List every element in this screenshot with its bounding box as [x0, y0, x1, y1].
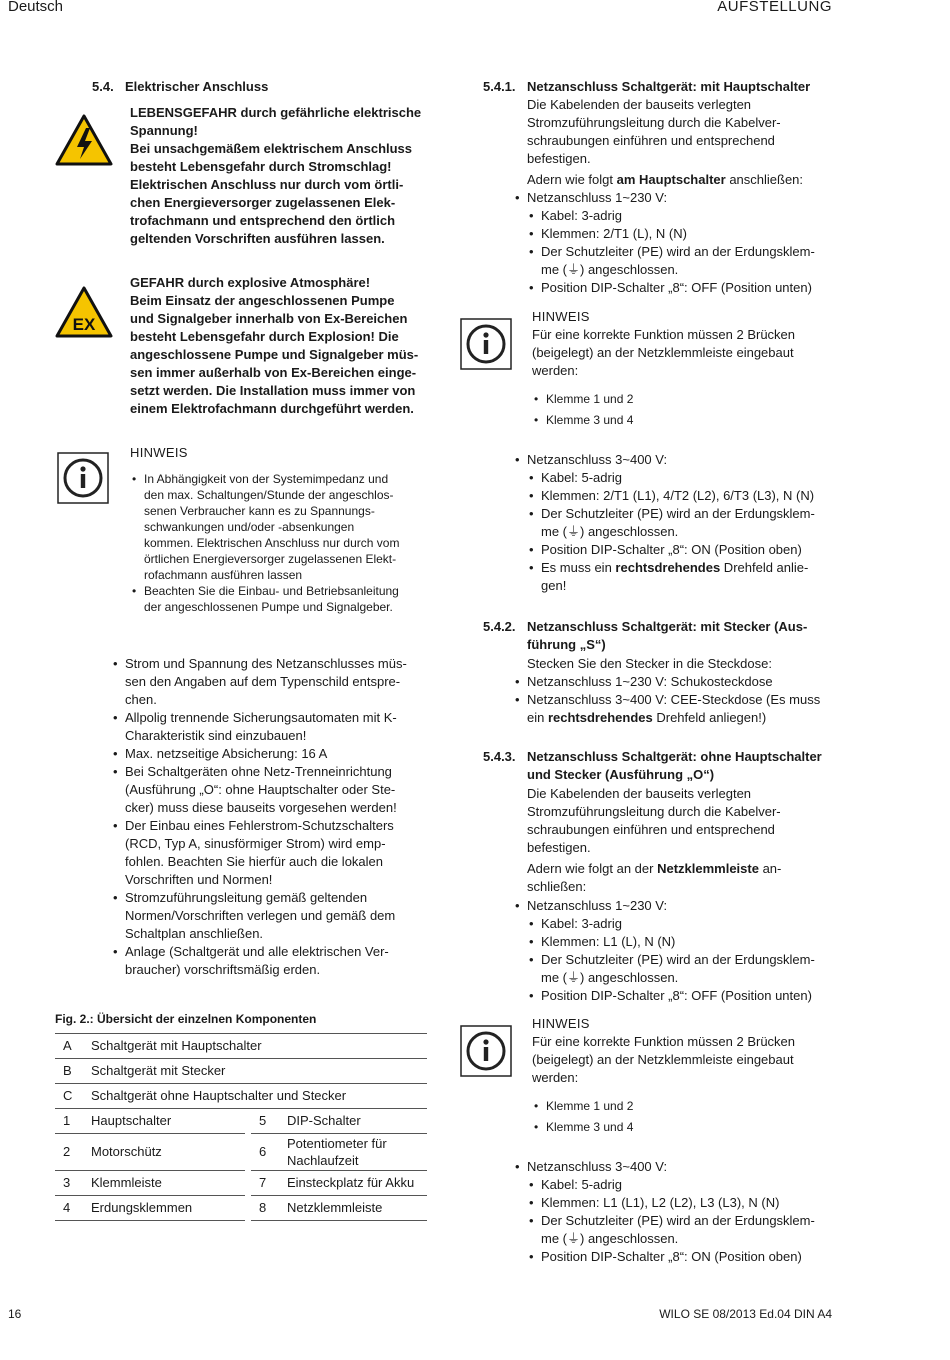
list-item: • Klemmen: L1 (L1), L2 (L2), L3 (L3), N (N) — [527, 1194, 815, 1212]
list-item: • Es muss ein rechtsdrehendes Drehfeld anlie- gen! — [527, 559, 815, 595]
section-5-4-3-heading: 5.4.3. Netzanschluss Schaltgerät: ohne Hauptschalter und Stecker (Ausführung „O“) — [483, 749, 822, 782]
list-item: • Position DIP-Schalter „8“: OFF (Position unten) — [527, 279, 815, 297]
list-item: • Kabel: 3-adrig — [527, 207, 815, 225]
list-item: • Kabel: 5-adrig — [527, 469, 815, 487]
section-5-4-2-heading: 5.4.2. Netzanschluss Schaltgerät: mit Stecker (Aus- führung „S“) — [483, 619, 808, 652]
section-5-4-1-intro — [527, 96, 781, 168]
text-line: schraubungen einführen und entsprechend — [527, 822, 775, 837]
warning-electrical-text — [130, 104, 421, 248]
list-item: • Der Schutzleiter (PE) wird an der Erdungsklem- me (⏚) angeschlossen. — [527, 951, 815, 987]
section-5-4-heading: 5.4. Elektrischer Anschluss — [92, 79, 269, 94]
section-5-4-1-single-phase: • Netzanschluss 1~230 V: • Kabel: 3-adrig • Klemmen: 2/T1 (L), N (N) • Der Schutzleiter (PE) wird an der Erdungsklem- me (⏚) angeschlossen. • Position DIP-Schalter „8“: OFF (Position unten) — [513, 189, 815, 297]
list-item: • Position DIP-Schalter „8“: OFF (Position unten) — [527, 987, 815, 1005]
electrical-hazard-icon — [55, 114, 113, 166]
text-line: Für eine korrekte Funktion müssen 2 Brücken — [532, 1034, 796, 1049]
text-line: Die Kabelenden der bauseits verlegten — [527, 97, 752, 112]
list-item: • Der Schutzleiter (PE) wird an der Erdungsklem- me (⏚) angeschlossen. — [527, 505, 815, 541]
note-list — [532, 389, 633, 431]
table-row: 2 Motorschütz 6 Potentiometer für Nachlaufzeit — [55, 1134, 427, 1171]
header-chapter: AUFSTELLUNG — [717, 0, 832, 15]
list-item: • Klemme 1 und 2 — [532, 1096, 633, 1117]
info-icon — [57, 452, 109, 504]
list-item: • Klemmen: 2/T1 (L), N (N) — [527, 225, 815, 243]
text-line: Beim Einsatz der angeschlossenen Pumpe — [130, 293, 395, 308]
text-line: chen Energieversorger zugelassenen Elek- — [130, 195, 396, 210]
text-line: sen immer außerhalb von Ex-Bereichen einge- — [130, 365, 417, 380]
text-line: angeschlossene Pumpe und Signalgeber müs- — [130, 347, 419, 362]
text-line: werden: — [532, 1070, 579, 1085]
section-5-4-2-list — [513, 673, 820, 727]
list-item: • Position DIP-Schalter „8“: ON (Position oben) — [527, 541, 815, 559]
section-5-4-1-heading: 5.4.1. Netzanschluss Schaltgerät: mit Hauptschalter — [483, 79, 811, 94]
text-line: befestigen. — [527, 151, 591, 166]
list-item: • Beachten Sie die Einbau- und Betriebsanleitung der angeschlossenen Pumpe und Signalgeber. — [130, 583, 399, 615]
section-5-4-3-intro — [527, 785, 781, 857]
section-5-4-3-three-phase: • Netzanschluss 3~400 V: • Kabel: 5-adrig • Klemmen: L1 (L1), L2 (L2), L3 (L3), N (N) • Der Schutzleiter (PE) wird an der Erdungsklem- me (⏚) angeschlossen. • Position DIP-Schalter „8“: ON (Position oben) — [513, 1158, 815, 1266]
list-item: • Klemmen: L1 (L), N (N) — [527, 933, 815, 951]
text-line: trofachmann und entsprechend den örtlich — [130, 213, 396, 228]
section-5-4-1-adern: Adern wie folgt am Hauptschalter anschließen: — [527, 172, 804, 187]
note-heading: HINWEIS — [130, 445, 188, 460]
table-row: 3 Klemmleiste 7 Einsteckplatz für Akku — [55, 1171, 427, 1196]
list-item: • Klemme 3 und 4 — [532, 1117, 633, 1138]
table-row: B Schaltgerät mit Stecker — [55, 1059, 427, 1084]
text-line: und Signalgeber innerhalb von Ex-Bereichen — [130, 311, 408, 326]
header-language: Deutsch — [8, 0, 64, 15]
list-item: • Der Schutzleiter (PE) wird an der Erdungsklem- me (⏚) angeschlossen. — [527, 1212, 815, 1248]
info-icon — [460, 318, 512, 370]
text-line: schraubungen einführen und entsprechend — [527, 133, 775, 148]
figure-caption: Fig. 2.: Übersicht der einzelnen Komponenten — [55, 1012, 317, 1026]
section-5-4-3-single-phase: • Netzanschluss 1~230 V: • Kabel: 3-adrig • Klemmen: L1 (L), N (N) • Der Schutzleiter (PE) wird an der Erdungsklem- me (⏚) angeschlossen. • Position DIP-Schalter „8“: OFF (Position unten) — [513, 897, 815, 1005]
text-line: Stromzuführungsleitung durch die Kabelver- — [527, 804, 781, 819]
text-line: geltenden Vorschriften ausführen lassen. — [130, 231, 385, 246]
list-item: • Klemme 1 und 2 — [532, 389, 633, 410]
list-item: • Bei Schaltgeräten ohne Netz-Trenneinrichtung (Ausführung „O“: ohne Hauptschalter oder Ste- cker) muss diese bauseits vorgesehen werden! — [111, 763, 407, 817]
list-item: • Kabel: 5-adrig — [527, 1176, 815, 1194]
note-list — [130, 471, 399, 615]
list-item: • Position DIP-Schalter „8“: ON (Position oben) — [527, 1248, 815, 1266]
text-line: werden: — [532, 363, 579, 378]
text-line: GEFAHR durch explosive Atmosphäre! — [130, 275, 371, 290]
list-item: • Klemme 3 und 4 — [532, 410, 633, 431]
text-line: setzt werden. Die Installation muss immer von — [130, 383, 416, 398]
list-item: • Kabel: 3-adrig — [527, 915, 815, 933]
requirements-list — [111, 655, 407, 979]
table-row: A Schaltgerät mit Hauptschalter — [55, 1034, 427, 1059]
text-line: Die Kabelenden der bauseits verlegten — [527, 786, 752, 801]
section-5-4-1-three-phase: • Netzanschluss 3~400 V: • Kabel: 5-adrig • Klemmen: 2/T1 (L1), 4/T2 (L2), 6/T3 (L3), N (N) • Der Schutzleiter (PE) wird an der Erdungsklem- me (⏚) angeschlossen. • Position DIP-Schalter „8“: ON (Position oben) • Es muss ein rechtsdrehendes Drehfeld anlie- gen! — [513, 451, 815, 595]
text-line: Elektrischen Anschluss nur durch vom örtli- — [130, 177, 404, 192]
text-line: Stromzuführungsleitung durch die Kabelver- — [527, 115, 781, 130]
warning-explosion-text — [130, 274, 418, 418]
text-line: Bei unsachgemäßem elektrischem Anschluss — [130, 141, 413, 156]
section-5-4-3-adern: Adern wie folgt an der Netzklemmleiste an- schließen: — [527, 861, 782, 894]
table-row: 4 Erdungsklemmen 8 Netzklemmleiste — [55, 1196, 427, 1221]
list-item: • In Abhängigkeit von der Systemimpedanz und den max. Schaltungen/Stunde der angeschlos- senen Verbraucher kann es zu Spannungs- schwankungen und/oder -absenkungen kommen. Elektrischen Anschluss nur durch vom örtlichen Energieversorger zugelassenen Elekt- rofachmann ausführen lassen — [130, 471, 399, 583]
text-line: LEBENSGEFAHR durch gefährliche elektrische — [130, 105, 422, 120]
text-line: (beigelegt) an der Netzklemmleiste eingebaut — [532, 345, 794, 360]
text-line: besteht Lebensgefahr durch Explosion! Die — [130, 329, 399, 344]
list-item: • Allpolig trennende Sicherungsautomaten mit K- Charakteristik sind einzubauen! — [111, 709, 407, 745]
list-item: • Netzanschluss 1~230 V: Schukosteckdose — [513, 673, 820, 691]
components-table — [55, 1033, 427, 1221]
footer-edition: WILO SE 08/2013 Ed.04 DIN A4 — [659, 1307, 832, 1321]
text-line: (beigelegt) an der Netzklemmleiste eingebaut — [532, 1052, 794, 1067]
list-item: • Stromzuführungsleitung gemäß geltenden Normen/Vorschriften verlegen und gemäß dem Schaltplan anschließen. — [111, 889, 407, 943]
note-heading: HINWEIS — [532, 309, 590, 324]
list-item: • Netzanschluss 3~400 V: CEE-Steckdose (Es muss ein rechtsdrehendes Drehfeld anliegen!) — [513, 691, 820, 727]
ex-label: EX — [72, 315, 96, 334]
list-item: • Anlage (Schaltgerät und alle elektrischen Ver- braucher) vorschriftsmäßig erden. — [111, 943, 407, 979]
list-item: • Der Schutzleiter (PE) wird an der Erdungsklem- me (⏚) angeschlossen. — [527, 243, 815, 279]
text-line: Für eine korrekte Funktion müssen 2 Brücken — [532, 327, 796, 342]
list-item: • Strom und Spannung des Netzanschlusses müs- sen den Angaben auf dem Typenschild entspre- chen. — [111, 655, 407, 709]
text-line: befestigen. — [527, 840, 591, 855]
section-5-4-2-intro: Stecken Sie den Stecker in die Steckdose: — [527, 656, 772, 671]
text-line: Spannung! — [130, 123, 198, 138]
note-text — [532, 326, 795, 380]
list-item: • Der Einbau eines Fehlerstrom-Schutzschalters (RCD, Typ A, sinusförmiger Strom) wird emp- fohlen. Beachten Sie hierfür auch die lokalen Vorschriften und Normen! — [111, 817, 407, 889]
note-heading: HINWEIS — [532, 1016, 590, 1031]
list-item: • Klemmen: 2/T1 (L1), 4/T2 (L2), 6/T3 (L3), N (N) — [527, 487, 815, 505]
info-icon — [460, 1025, 512, 1077]
text-line: besteht Lebensgefahr durch Stromschlag! — [130, 159, 392, 174]
text-line: einem Elektrofachmann durchgeführt werden. — [130, 401, 414, 416]
list-item: • Max. netzseitige Absicherung: 16 A — [111, 745, 407, 763]
note-text — [532, 1033, 795, 1087]
table-row: C Schaltgerät ohne Hauptschalter und Stecker — [55, 1084, 427, 1109]
note-list — [532, 1096, 633, 1138]
table-row: 1 Hauptschalter 5 DIP-Schalter — [55, 1109, 427, 1134]
explosion-hazard-icon — [55, 286, 113, 338]
page-number: 16 — [8, 1307, 22, 1321]
